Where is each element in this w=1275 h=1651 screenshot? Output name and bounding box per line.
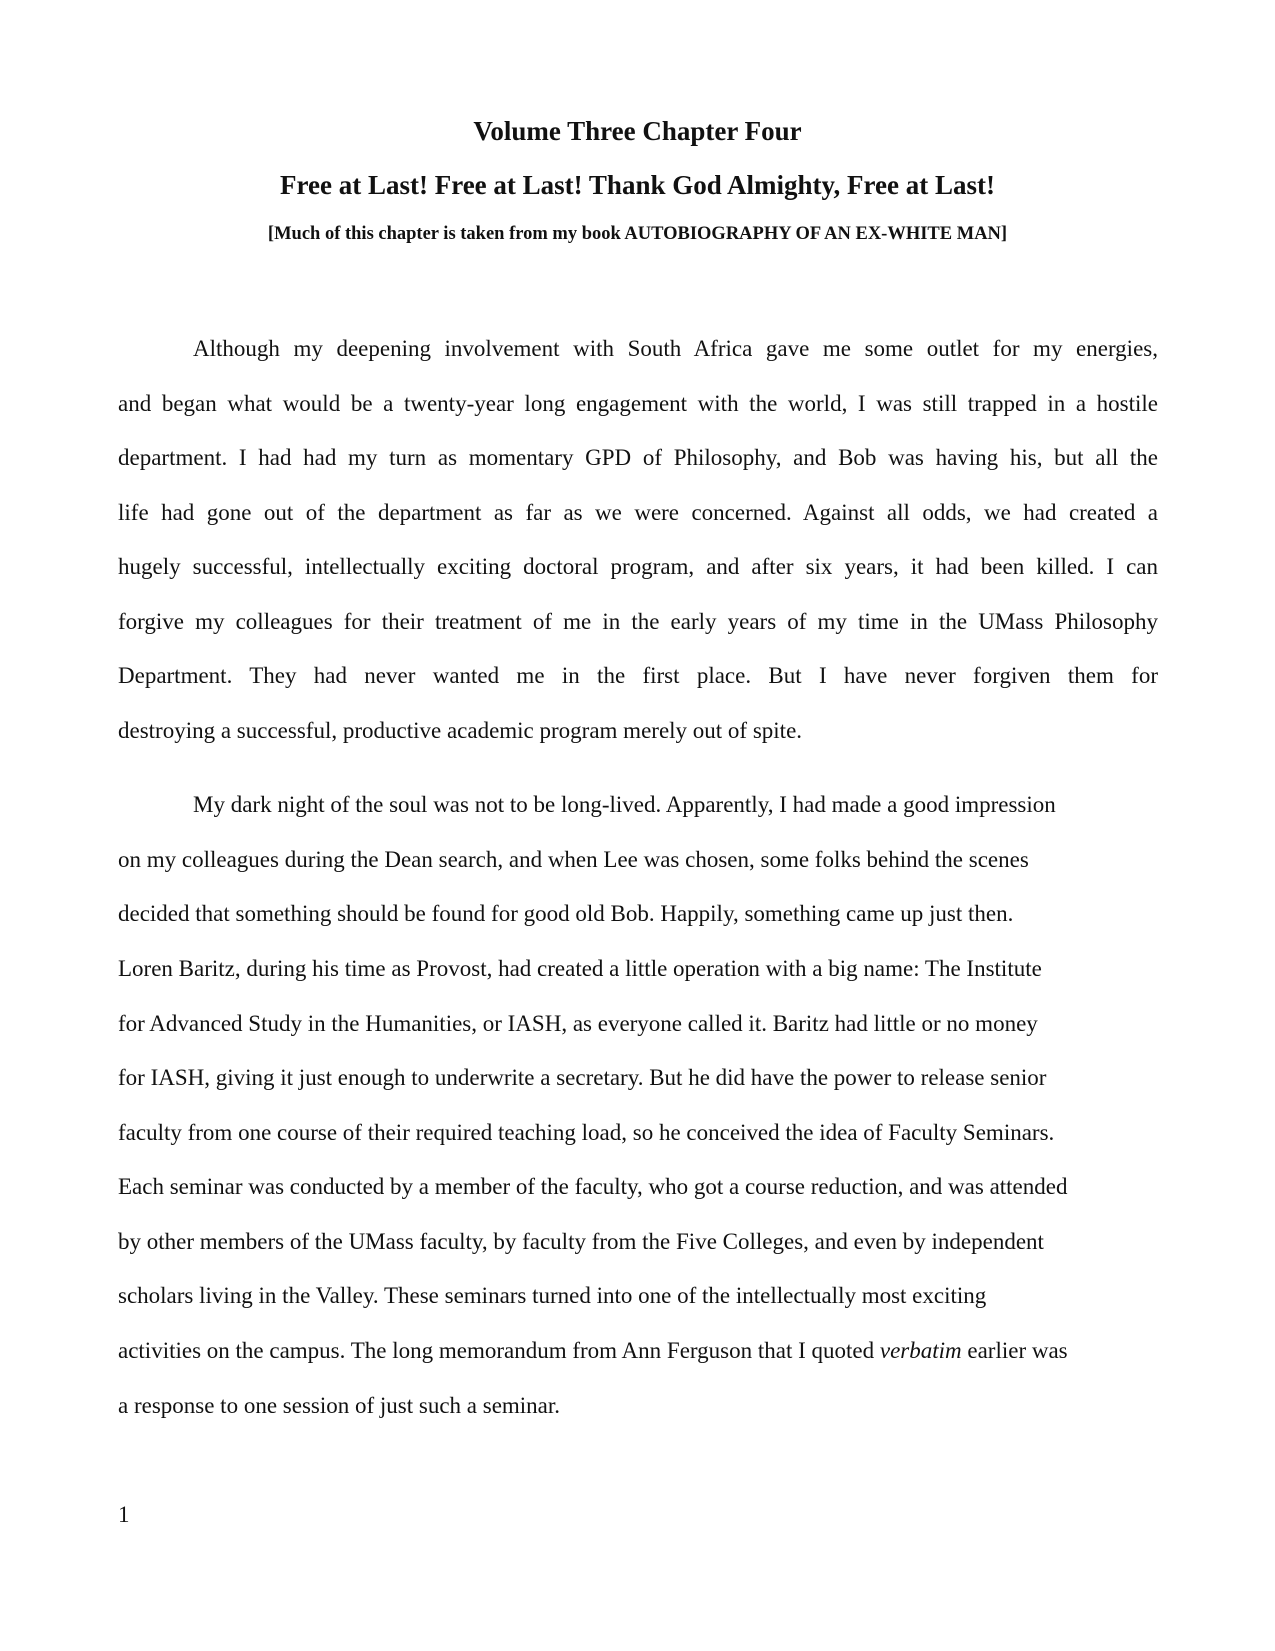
chapter-title: Free at Last! Free at Last! Thank God Almighty, Free at Last! [280,170,995,200]
paragraph-line: department. I had had my turn as momentary GPD of Philosophy, and Bob was having his, but all the [118,445,1158,470]
paragraph-line: My dark night of the soul was not to be long-lived. Apparently, I had made a good impression [193,792,1056,817]
paragraph-line: life had gone out of the department as far as we were concerned. Against all odds, we had created a [118,500,1158,525]
paragraph-line: Each seminar was conducted by a member of the faculty, who got a course reduction, and was attended [118,1174,1068,1199]
volume-chapter-heading: Volume Three Chapter Four [473,116,802,146]
line-text: activities on the campus. The long memorandum from Ann Ferguson that I quoted [118,1338,880,1363]
italic-word: verbatim [879,1338,962,1363]
paragraph-line: decided that something should be found for good old Bob. Happily, something came up just then. [118,901,1014,926]
paragraph-line: scholars living in the Valley. These seminars turned into one of the intellectually most exciting [118,1283,987,1308]
paragraph-line: Department. They had never wanted me in the first place. But I have never forgiven them for [118,663,1158,688]
paragraph-line [118,1336,1068,1366]
paragraph-line: a response to one session of just such a seminar. [118,1393,561,1418]
page-number: 1 [118,1502,130,1527]
paragraph-line: Loren Baritz, during his time as Provost, had created a little operation with a big name: The Institute [118,956,1042,981]
paragraph-line: hugely successful, intellectually exciting doctoral program, and after six years, it had been killed. I can [118,554,1158,579]
paragraph-line: faculty from one course of their required teaching load, so he conceived the idea of Faculty Seminars. [118,1120,1055,1145]
source-note: [Much of this chapter is taken from my book AUTOBIOGRAPHY OF AN EX-WHITE MAN] [267,224,1008,244]
paragraph-line: and began what would be a twenty-year long engagement with the world, I was still trapped in a hostile [118,391,1158,416]
paragraph-line: Although my deepening involvement with South Africa gave me some outlet for my energies, [193,336,1158,361]
paragraph-line: on my colleagues during the Dean search, and when Lee was chosen, some folks behind the scenes [118,847,1029,872]
paragraph-line: destroying a successful, productive academic program merely out of spite. [118,718,803,743]
paragraph-line: for Advanced Study in the Humanities, or IASH, as everyone called it. Baritz had little or no money [118,1011,1038,1036]
paragraph-line: by other members of the UMass faculty, by faculty from the Five Colleges, and even by independent [118,1229,1044,1254]
paragraph-line: forgive my colleagues for their treatment of me in the early years of my time in the UMass Philosophy [118,609,1158,634]
line-text: earlier was [961,1338,1068,1363]
paragraph-line: for IASH, giving it just enough to underwrite a secretary. But he did have the power to release senior [118,1065,1047,1090]
